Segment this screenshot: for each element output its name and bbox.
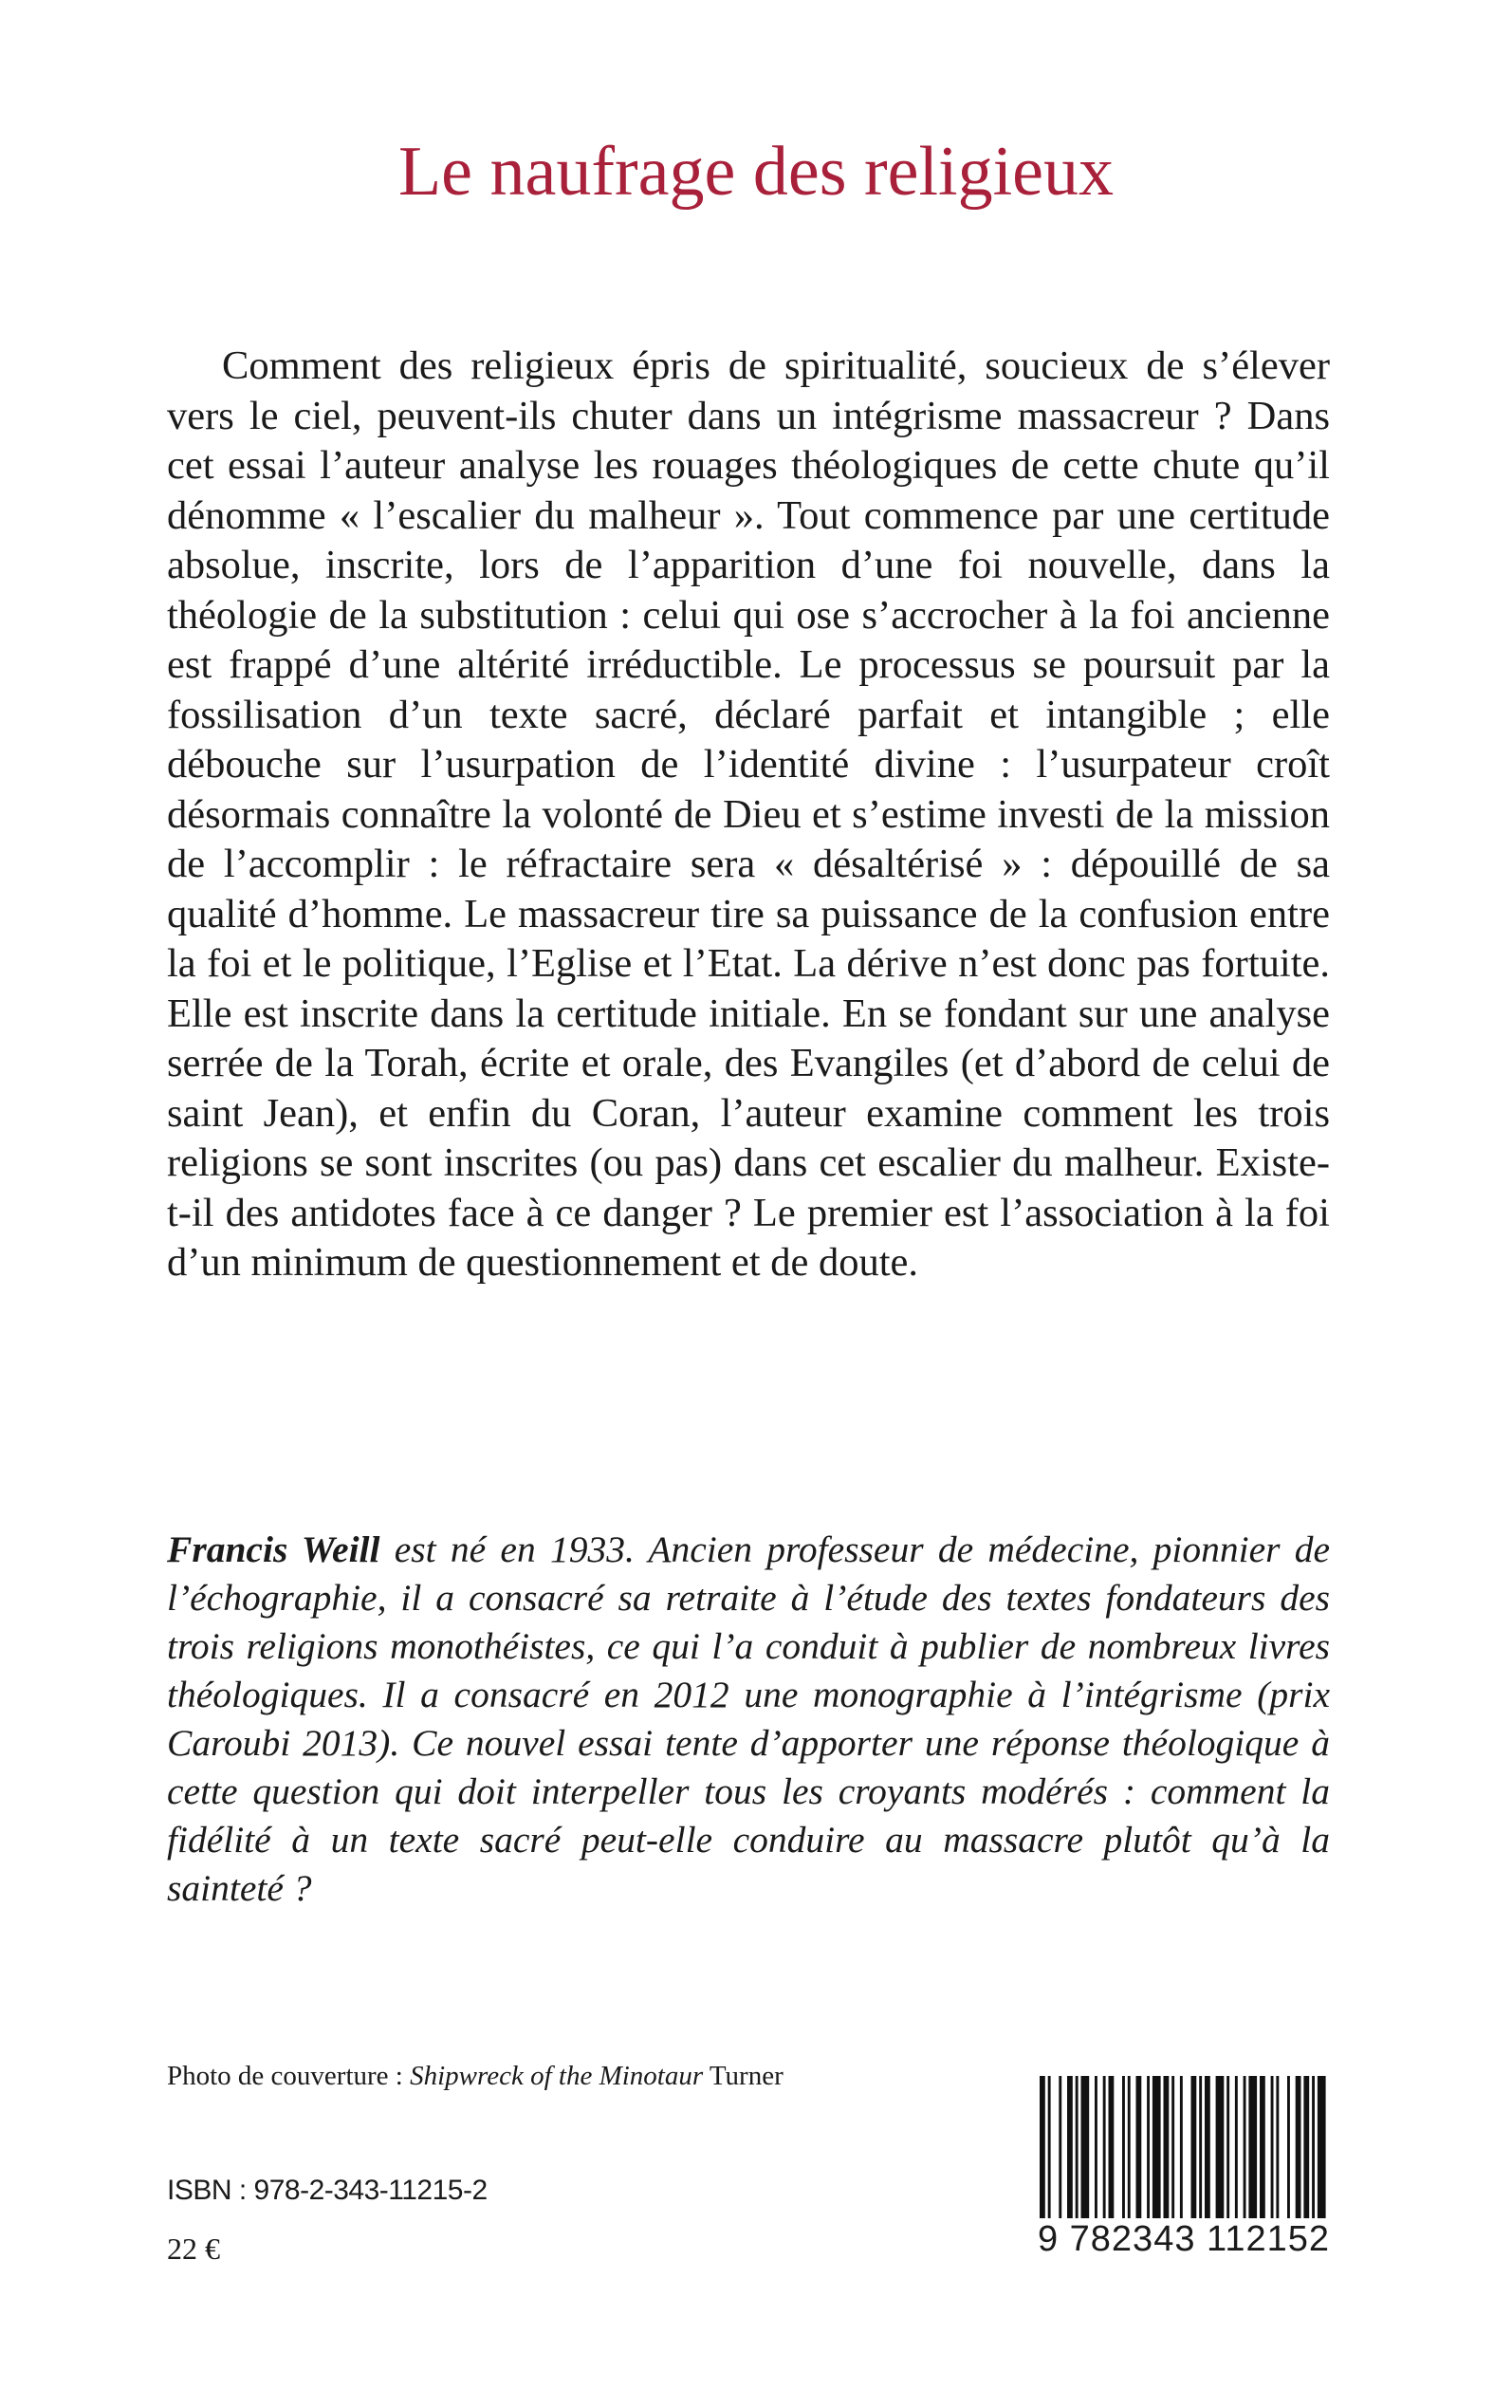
author-name: Francis Weill <box>167 1528 380 1570</box>
author-bio-text: est né en 1933. Ancien professeur de médecine, pionnier de l’échographie, il a consacré sa retraite à l’étude des textes fondateurs des trois religions monothéistes, ce qui l’a conduit à publier de nombreux livres théologiques. Il a consacré en 2012 une monographie à l’intégrisme (prix Caroubi 2013). Ce nouvel essai tente d’apporter une réponse théologique à cette question qui doit interpeller tous les croyants modérés : comment la fidélité à un texte sacré peut-elle conduire au massacre plutôt qu’à la sainteté ? <box>167 1528 1330 1909</box>
barcode-digits: 9 782343 112152 <box>1034 2218 1334 2260</box>
book-title: Le naufrage des religieux <box>397 133 1115 211</box>
book-summary: Comment des religieux épris de spiritualité, soucieux de s’élever vers le ciel, peuvent-ils chuter dans un intégrisme massacreur ? Dans cet essai l’auteur analyse les rouages théologiques de cette chute qu’il dénomme « l’escalier du malheur ». Tout commence par une certitude absolue, inscrite, lors de l’apparition d’une foi nouvelle, dans la théologie de la substitution : celui qui ose s’accrocher à la foi ancienne est frappé d’une altérité irréductible. Le processus se poursuit par la fossilisation d’un texte sacré, déclaré parfait et intangible ; elle débouche sur l’usurpation de l’identité divine : l’usurpateur croît désormais connaître la volonté de Dieu et s’estime investi de la mission de l’accomplir : le réfractaire sera « désaltérisé » : dépouillé de sa qualité d’homme. Le massacreur tire sa puissance de la confusion entre la foi et le politique, l’Eglise et l’Etat. La dérive n’est donc pas fortuite. Elle est inscrite dans la certitude initiale. En se fondant sur une analyse serrée de la Torah, écrite et orale, des Evangiles (et d’abord de celui de saint Jean), et enfin du Coran, l’auteur examine comment les trois religions se sont inscrites (ou pas) dans cet escalier du malheur. Existe-t-il des antidotes face à ce danger ? Le premier est l’association à la foi d’un minimum de questionnement et de doute. <box>167 343 1330 1285</box>
price: 22 € <box>167 2232 220 2266</box>
cover-photo-credit <box>167 2059 784 2093</box>
credit-artist: Turner <box>703 2061 784 2091</box>
author-bio <box>167 1526 1330 1913</box>
credit-work-title: Shipwreck of the Minotaur <box>410 2061 704 2091</box>
credit-label: Photo de couverture : <box>167 2061 411 2091</box>
isbn: ISBN : 978-2-343-11215-2 <box>167 2175 488 2206</box>
